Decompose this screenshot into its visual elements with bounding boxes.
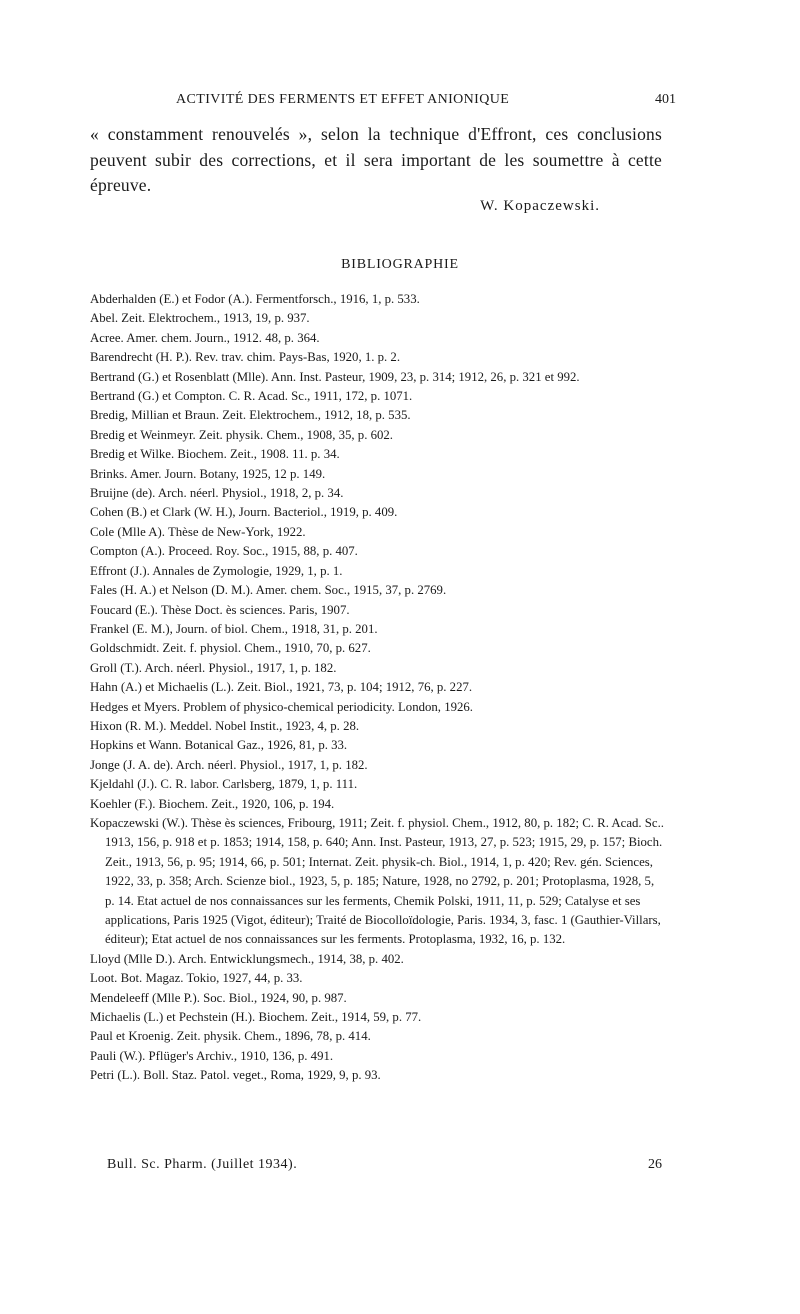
bibliography-entry: Bertrand (G.) et Rosenblatt (Mlle). Ann. Inst. Pasteur, 1909, 23, p. 314; 1912, 26, p. 321 et 992. xyxy=(90,369,580,384)
bibliography-list xyxy=(90,290,665,1086)
bibliography-entry: Hopkins et Wann. Botanical Gaz., 1926, 81, p. 33. xyxy=(90,738,348,753)
body-paragraph: « constamment renouvelés », selon la technique d'Effront, ces conclusions peuvent subir des corrections, et il sera important de les soumettre à cette épreuve. xyxy=(90,124,662,195)
author-signature: W. Kopaczewski. xyxy=(480,198,600,214)
running-title: ACTIVITÉ DES FERMENTS ET EFFET ANIONIQUE xyxy=(176,92,510,107)
bibliography-entry: Barendrecht (H. P.). Rev. trav. chim. Pays-Bas, 1920, 1. p. 2. xyxy=(90,350,401,365)
bibliography-entry: Hahn (A.) et Michaelis (L.). Zeit. Biol., 1921, 73, p. 104; 1912, 76, p. 227. xyxy=(90,680,473,695)
bibliography-entry: Petri (L.). Boll. Staz. Patol. veget., Roma, 1929, 9, p. 93. xyxy=(90,1068,381,1083)
bibliography-entry: Michaelis (L.) et Pechstein (H.). Biochem. Zeit., 1914, 59, p. 77. xyxy=(90,1010,422,1025)
bibliography-entry: Frankel (E. M.), Journ. of biol. Chem., 1918, 31, p. 201. xyxy=(90,621,378,636)
bibliography-entry: Foucard (E.). Thèse Doct. ès sciences. Paris, 1907. xyxy=(90,602,350,617)
page-footer xyxy=(107,1157,662,1177)
sheet-number: 26 xyxy=(648,1157,662,1172)
running-header xyxy=(176,92,676,112)
page-number: 401 xyxy=(655,92,676,107)
bibliography-entry: Goldschmidt. Zeit. f. physiol. Chem., 1910, 70, p. 627. xyxy=(90,641,371,656)
bibliography-entry: Effront (J.). Annales de Zymologie, 1929, 1, p. 1. xyxy=(90,563,343,578)
bibliography-entry: Bredig et Wilke. Biochem. Zeit., 1908. 11. p. 34. xyxy=(90,447,340,462)
bibliography-entry: Cohen (B.) et Clark (W. H.), Journ. Bacteriol., 1919, p. 409. xyxy=(90,505,398,520)
bibliography-entry: Lloyd (Mlle D.). Arch. Entwicklungsmech., 1914, 38, p. 402. xyxy=(90,951,404,966)
bibliography-entry: Hedges et Myers. Problem of physico-chemical periodicity. London, 1926. xyxy=(90,699,473,714)
bibliography-entry: Fales (H. A.) et Nelson (D. M.). Amer. chem. Soc., 1915, 37, p. 2769. xyxy=(90,583,447,598)
bibliography-entry: Brinks. Amer. Journ. Botany, 1925, 12 p. 149. xyxy=(90,466,326,481)
bibliography-entry: Bredig et Weinmeyr. Zeit. physik. Chem., 1908, 35, p. 602. xyxy=(90,427,393,442)
bibliography-entry: Jonge (J. A. de). Arch. néerl. Physiol., 1917, 1, p. 182. xyxy=(90,757,368,772)
bibliography-entry: Cole (Mlle A). Thèse de New-York, 1922. xyxy=(90,524,306,539)
bibliography-entry: Groll (T.). Arch. néerl. Physiol., 1917, 1, p. 182. xyxy=(90,660,337,675)
bibliography-entry: Pauli (W.). Pflüger's Archiv., 1910, 136, p. 491. xyxy=(90,1048,334,1063)
bibliography-entry: Hixon (R. M.). Meddel. Nobel Instit., 1923, 4, p. 28. xyxy=(90,718,360,733)
bibliography-entry: Bredig, Millian et Braun. Zeit. Elektrochem., 1912, 18, p. 535. xyxy=(90,408,411,423)
bibliography-entry: Kjeldahl (J.). C. R. labor. Carlsberg, 1879, 1, p. 111. xyxy=(90,777,358,792)
bibliography-entry: Acree. Amer. chem. Journ., 1912. 48, p. 364. xyxy=(90,330,320,345)
bibliography-entry: Paul et Kroenig. Zeit. physik. Chem., 1896, 78, p. 414. xyxy=(90,1029,371,1044)
bibliography-entry: Kopaczewski (W.). Thèse ès sciences, Fribourg, 1911; Zeit. f. physiol. Chem., 1912, 80, p. 182; C. R. Acad. Sc.. 1913, 156, p. 918 et p. 1853; 1914, 158, p. 640; Ann. Inst. Pasteur, 1913, 27, p. 523; 1915, 29, p. 157; Bioch. Zeit., 1913, 56, p. 95; 1914, 66, p. 501; Internat. Zeit. physik-ch. Biol., 1914, 1, p. 420; Rev. gén. Sciences, 1922, 33, p. 358; Arch. Scienze biol., 1923, 5, p. 185; Nature, 1928, no 2792, p. 201; Protoplasma, 1928, 5, p. 14. Etat actuel de nos connaissances sur les ferments, Chemik Polski, 1911, 11, p. 529; Catalyse et ses applications, Paris 1925 (Vigot, éditeur); Traité de Biocolloïdologie, Paris. 1934, 3, fasc. 1 (Gauthier-Villars, éditeur); Etat actuel de nos connaissances sur les ferments. Protoplasma, 1932, 16, p. 132. xyxy=(90,815,665,947)
bibliography-entry: Abel. Zeit. Elektrochem., 1913, 19, p. 937. xyxy=(90,311,310,326)
bibliography-entry: Bertrand (G.) et Compton. C. R. Acad. Sc., 1911, 172, p. 1071. xyxy=(90,389,413,404)
bibliography-entry: Mendeleeff (Mlle P.). Soc. Biol., 1924, 90, p. 987. xyxy=(90,990,347,1005)
bibliography-heading: BIBLIOGRAPHIE xyxy=(341,257,459,272)
bibliography-entry: Koehler (F.). Biochem. Zeit., 1920, 106, p. 194. xyxy=(90,796,335,811)
bibliography-entry: Loot. Bot. Magaz. Tokio, 1927, 44, p. 33. xyxy=(90,971,303,986)
bibliography-entry: Compton (A.). Proceed. Roy. Soc., 1915, 88, p. 407. xyxy=(90,544,358,559)
footer-journal: Bull. Sc. Pharm. (Juillet 1934). xyxy=(107,1157,298,1172)
bibliography-entry: Abderhalden (E.) et Fodor (A.). Fermentforsch., 1916, 1, p. 533. xyxy=(90,292,420,306)
bibliography-entry: Bruijne (de). Arch. néerl. Physiol., 1918, 2, p. 34. xyxy=(90,486,344,501)
